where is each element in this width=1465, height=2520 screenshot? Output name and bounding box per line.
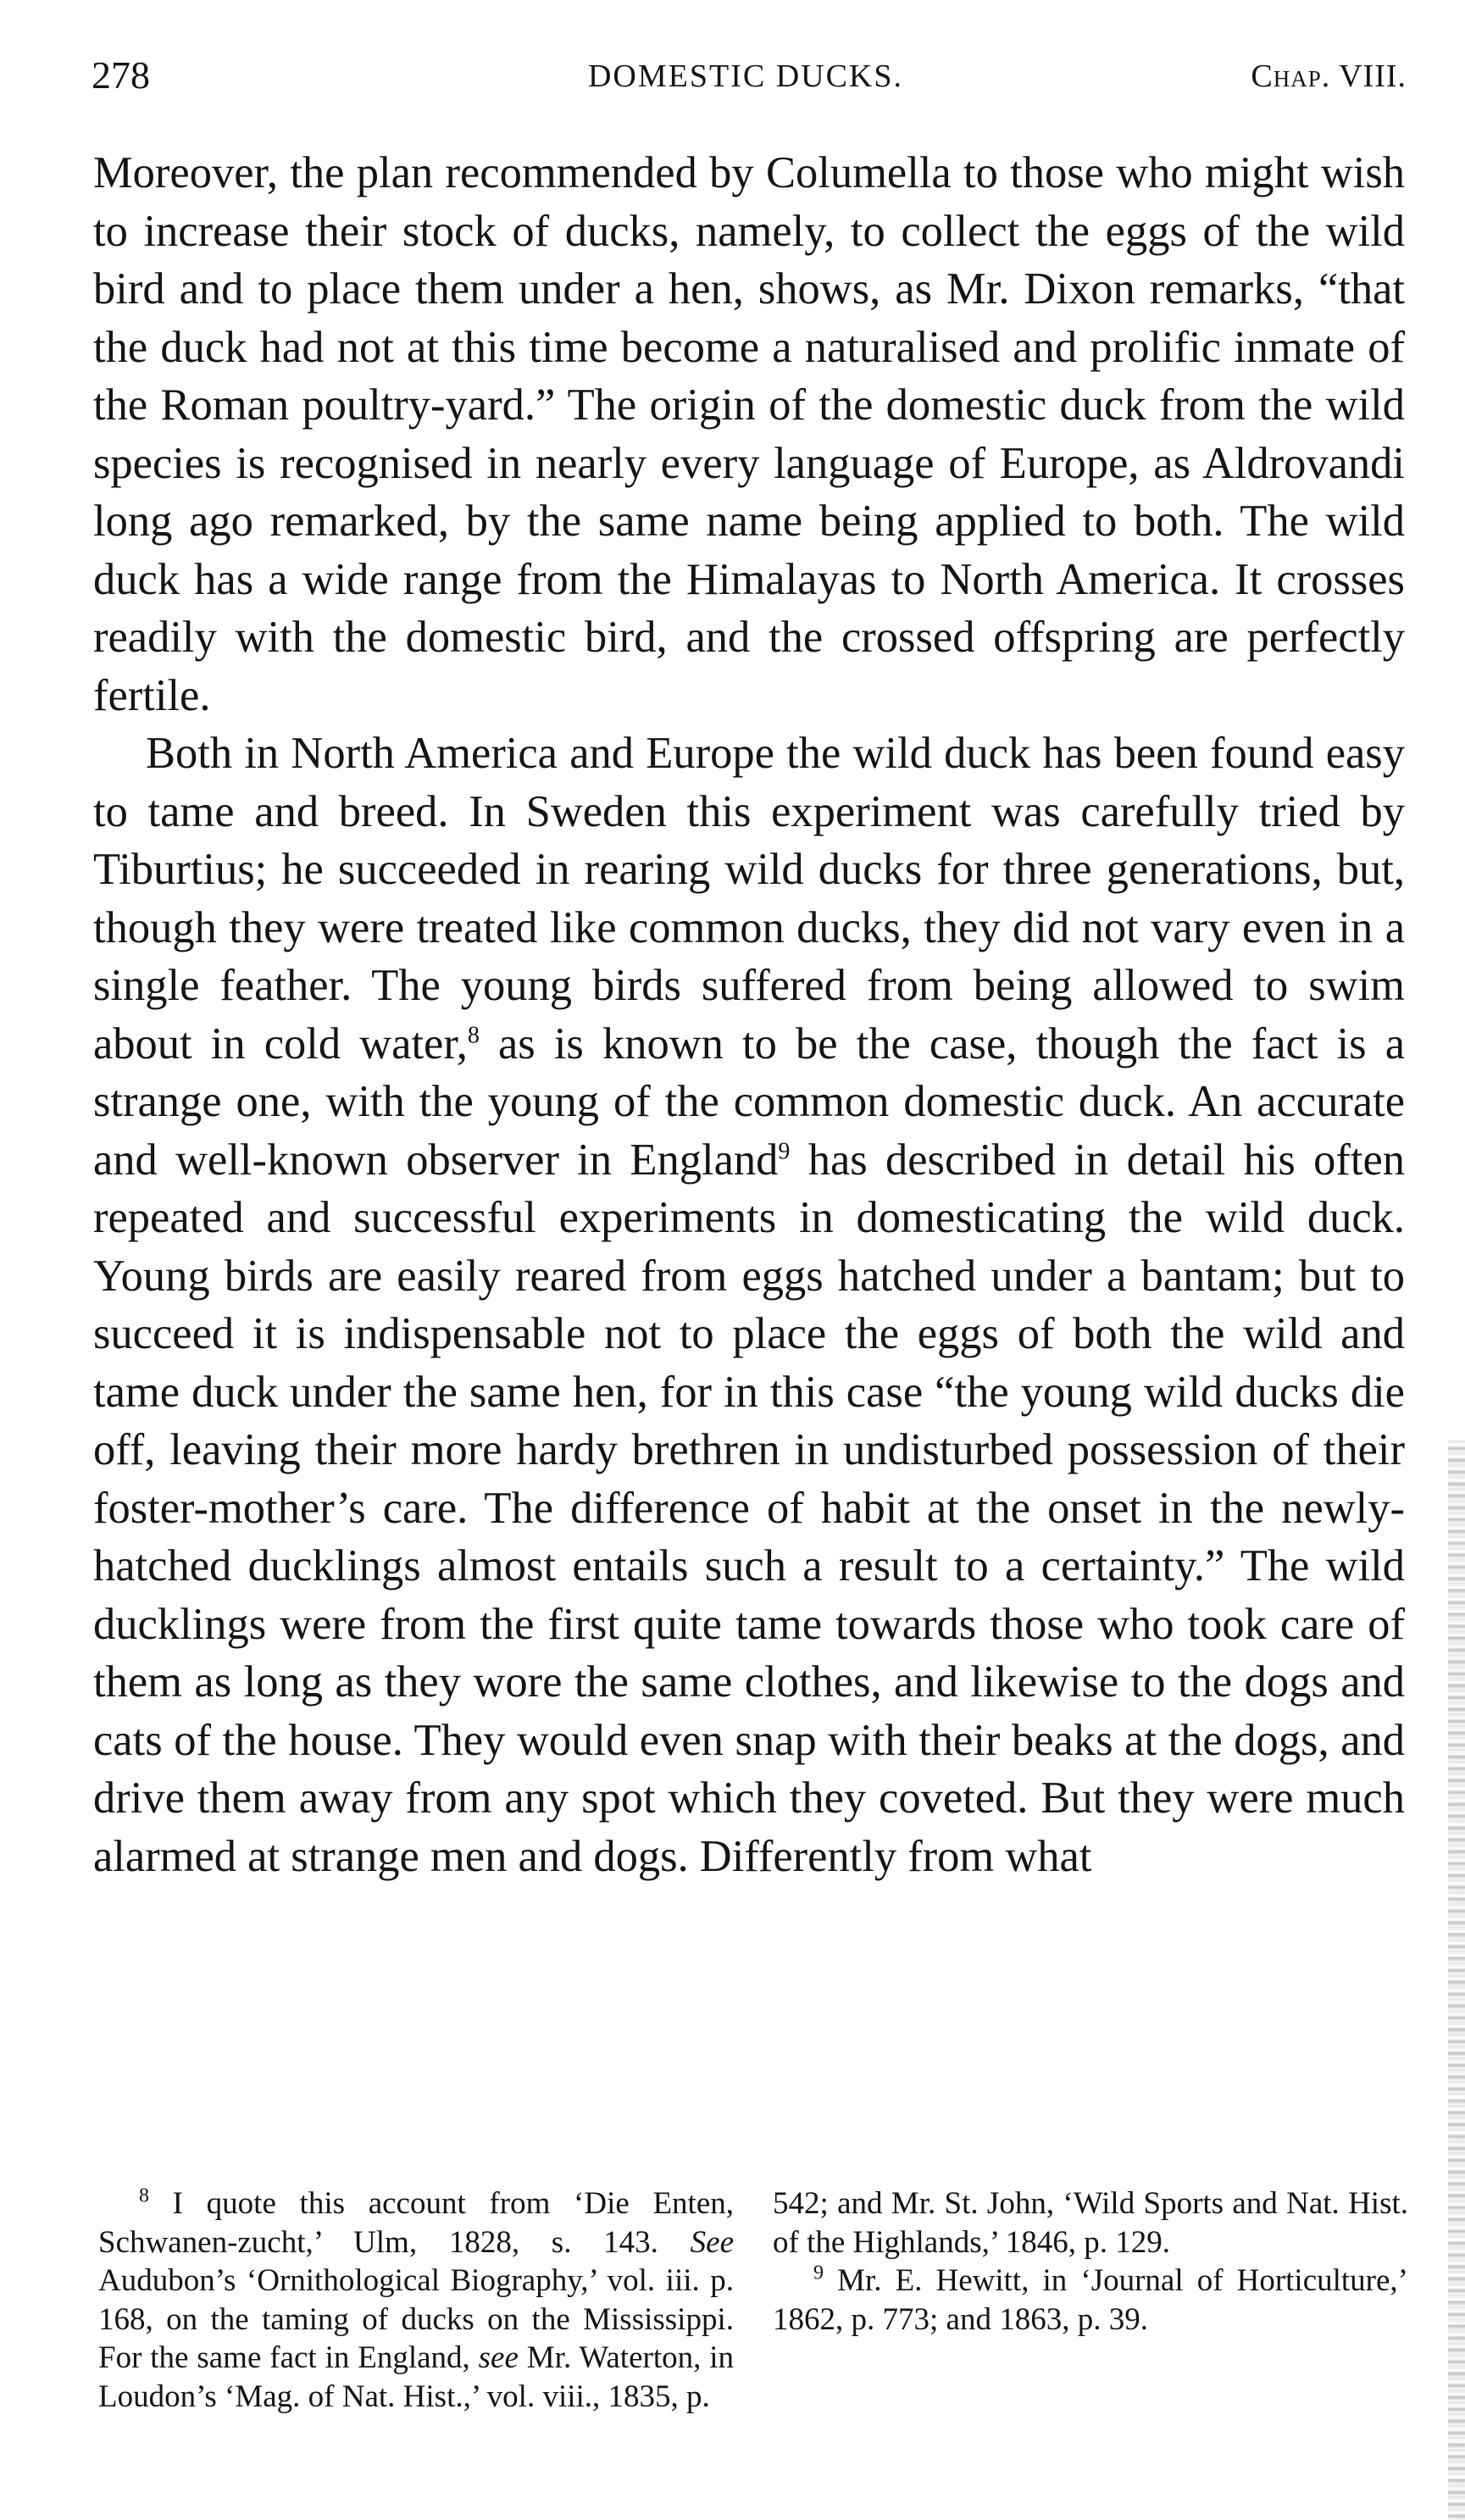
footnote-9 <box>773 2262 1408 2339</box>
footnote-8-continued <box>773 2184 1408 2262</box>
footnote-8-marker: 8 <box>139 2184 149 2207</box>
footnote-ref-9: 9 <box>778 1138 791 1164</box>
footnote-ref-8: 8 <box>467 1022 480 1048</box>
scan-edge-shadow <box>1448 1440 1465 2520</box>
footnote-8-see-1: See <box>690 2224 734 2260</box>
paragraph-1: Moreover, the plan recommended by Columella to those who might wish to increase their stock of ducks, namely, to collect the eggs of the wild bird and to place them under a hen, shows, as Mr. Dixon remarks, “that the duck had not at this time become a naturalised and prolific inmate of the Roman poultry-yard.” The origin of the domestic duck from the wild species is recognised in nearly every language of Europe, as Aldrovandi long ago remarked, by the same name being applied to both. The wild duck has a wide range from the Himalayas to North America. It crosses readily with the domestic bird, and the crossed offspring are perfectly fertile. <box>93 148 1405 720</box>
paragraph-2 <box>93 724 1405 1885</box>
footnote-8-see-2: see <box>478 2340 519 2376</box>
footnote-9-text: Mr. E. Hewitt, in ‘Journal of Horticulture,’ 1862, p. 773; and 1863, p. 39. <box>773 2263 1408 2337</box>
footnote-column-right <box>773 2184 1408 2417</box>
footnote-8-text-2: Audubon’s ‘Ornithological Biography,’ vol. iii. p. 168, on the taming of ducks on the Mississippi. For the same fact in England, <box>98 2263 734 2376</box>
page-number: 278 <box>92 53 150 97</box>
footnote-9-marker: 9 <box>813 2262 824 2284</box>
footnote-column-left <box>98 2184 734 2417</box>
footnotes <box>98 2184 1408 2417</box>
paragraph-2-part-2: as is known to be the case, though the fact is a strange one, with the young of the common domestic duck. An accurate and well-known observer in England <box>93 1019 1405 1185</box>
paragraph-2-part-1: Both in North America and Europe the wild duck has been found easy to tame and breed. In Sweden this experiment was carefully tried by Tiburtius; he succeeded in rearing wild ducks for three generations, but, though they were treated like common ducks, they did not vary even in a single feather. The young birds suffered from being allowed to swim about in cold water, <box>93 729 1405 1069</box>
footnote-8-text-3-continued: 542; and Mr. St. John, ‘Wild Sports and Nat. Hist. of the Highlands,’ 1846, p. 129. <box>773 2186 1408 2260</box>
paragraph-2-part-3: has described in detail his often repeated and successful experiments in domesticating the wild duck. Young birds are easily reared from eggs hatched under a bantam; but to succeed it is indispensable not to place the eggs of both the wild and tame duck under the same hen, for in this case “the young wild ducks die off, leaving their more hardy brethren in undisturbed possession of their foster-mother’s care. The difference of habit at the onset in the newly-hatched ducklings almost entails such a result to a certainty.” The wild ducklings were from the first quite tame towards those who took care of them as long as they wore the same clothes, and likewise to the dogs and cats of the house. They would even snap with their beaks at the dogs, and drive them away from any spot which they coveted. But they were much alarmed at strange men and dogs. Differently from what <box>93 1135 1405 1881</box>
page-header <box>85 53 1407 103</box>
footnote-8-text-3: Mr. Waterton, in Loudon’s ‘Mag. of Nat. Hist.,’ vol. viii., 1835, p. <box>98 2340 735 2414</box>
running-title: DOMESTIC DUCKS. <box>587 58 904 94</box>
footnote-8-text-1: I quote this account from ‘Die Enten, Schwanen-zucht,’ Ulm, 1828, s. 143. <box>98 2186 734 2260</box>
body-text <box>93 144 1405 1885</box>
footnote-8 <box>98 2184 734 2417</box>
chapter-label: Chap. VIII. <box>1251 58 1407 94</box>
